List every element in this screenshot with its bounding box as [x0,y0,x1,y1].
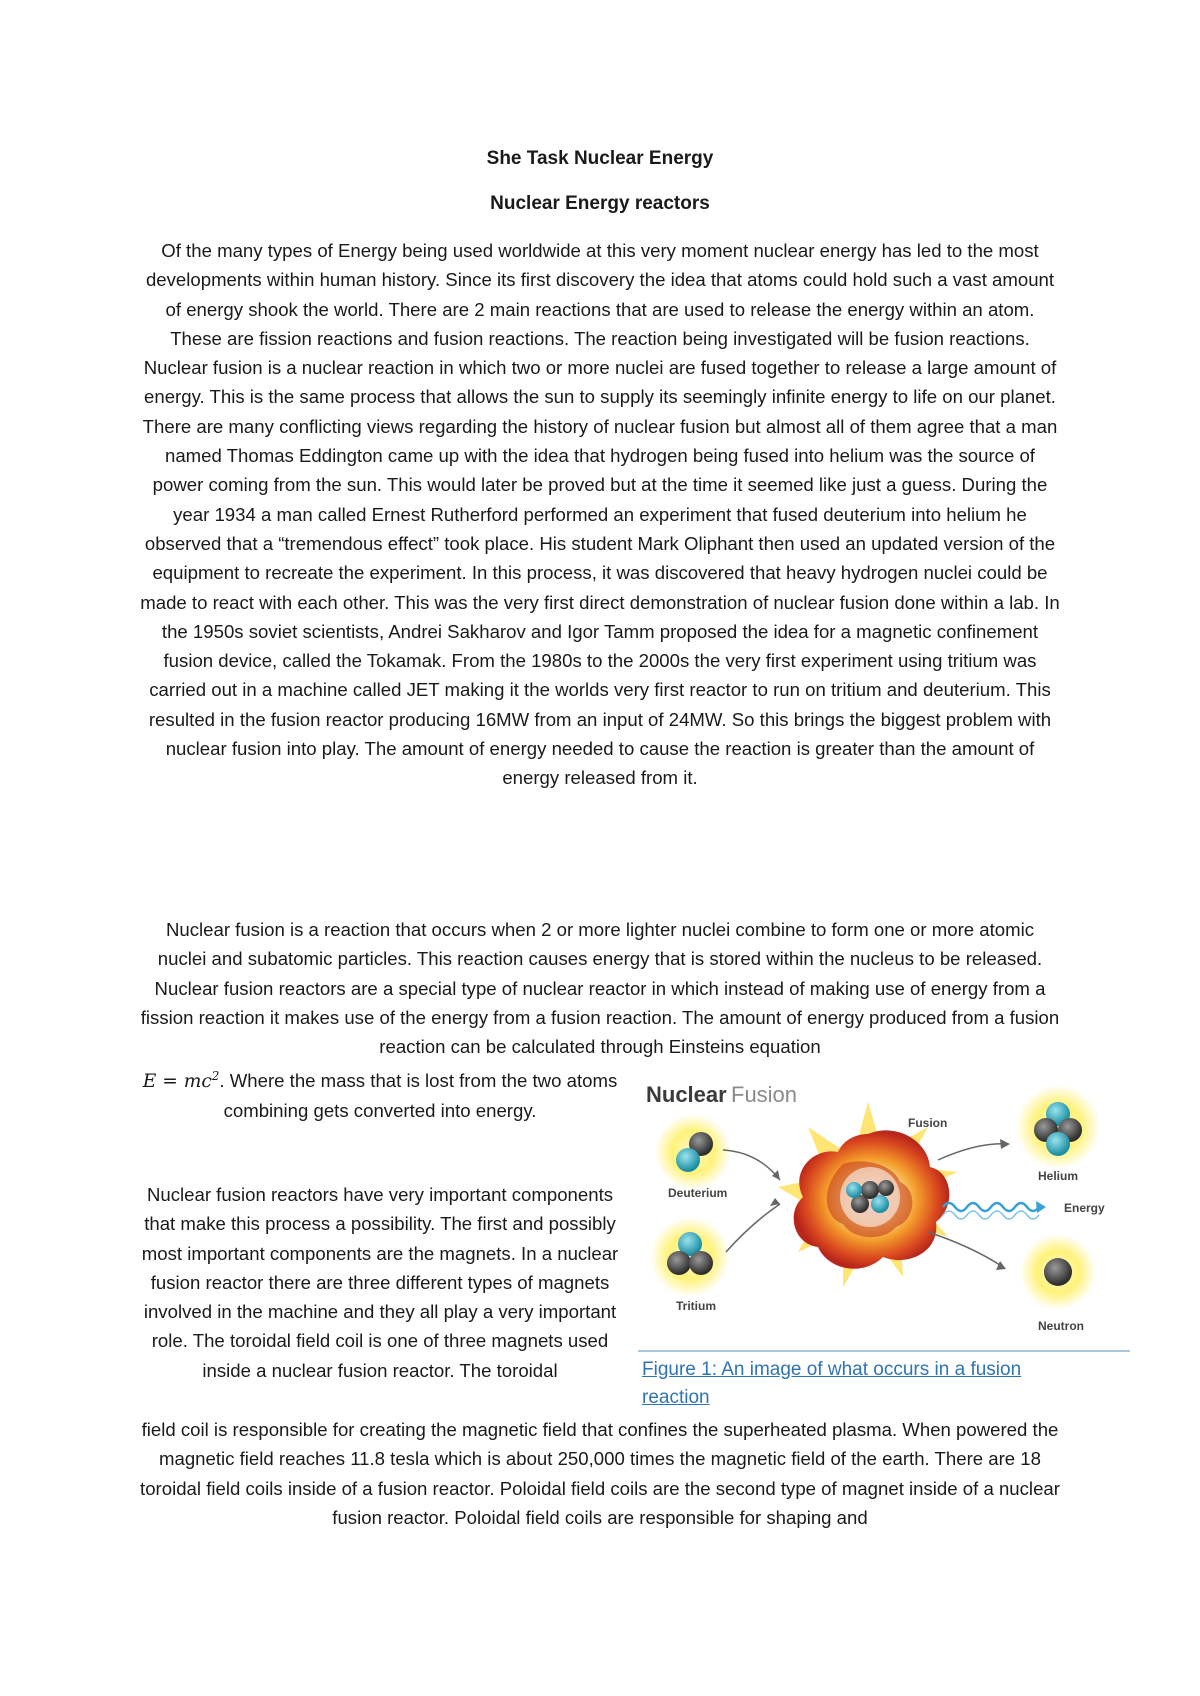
helium-atom [1016,1085,1100,1169]
deuterium-atom [655,1114,731,1190]
figure-caption: Figure 1: An image of what occurs in a fusion reaction [642,1359,1022,1408]
arrow-out-neutron [928,1232,1003,1267]
helium-label: Helium [1038,1169,1079,1183]
energy-label: Energy [1064,1201,1105,1215]
arrow-out-helium [938,1144,1008,1160]
arrow-in-deuterium [723,1150,780,1180]
neutron-label: Neutron [1038,1319,1084,1333]
fusion-definition-paragraph: Nuclear fusion is a reaction that occurs when 2 or more lighter nuclei combine to form one or more atomic nuclei and subatomic particles. This reaction causes energy that is stored within the nucleus to be released. Nuclear fusion reactors are a special type of nuclear reactor in which instead of making use of energy from a fission reaction it makes use of the energy from a fusion reaction. The amount of energy produced from a fusion reaction can be calculated through Einsteins equation [140,919,1060,1058]
figure-divider [638,1350,1130,1352]
figure-title-bold: Nuclear [646,1082,727,1107]
nuclear-fusion-figure [638,1072,1130,1352]
intro-paragraph: Of the many types of Energy being used worldwide at this very moment nuclear energy has led to the most developments within human history. Since its first discovery the idea that atoms could hold such a vast amount of energy shook the world. There are 2 main reactions that are used to release the energy within an atom. These are fission reactions and fusion reactions. The reaction being investigated will be fusion reactions. Nuclear fusion is a nuclear reaction in which two or more nuclei are fused together to release a large amount of energy. This is the same process that allows the sun to supply its seemingly infinite energy to life on our planet. There are many conflicting views regarding the history of nuclear fusion but almost all of them agree that a man named Thomas Eddington came up with the idea that hydrogen being fused into helium was the source of power coming from the sun. This would later be proved but at the time it seemed like just a guess. During the year 1934 a man called Ernest Rutherford performed an experiment that fused deuterium into helium he observed that a “tremendous effect” took place. His student Mark Oliphant then used an updated version of the equipment to recreate the experiment. In this process, it was discovered that heavy hydrogen nuclei could be made to react with each other. This was the very first direct demonstration of nuclear fusion done within a lab. In the 1950s soviet scientists, Andrei Sakharov and Igor Tamm proposed the idea for a magnetic confinement fusion device, called the Tokamak. From the 1980s to the 2000s the very first experiment using tritium was carried out in a machine called JET making it the worlds very first reactor to run on tritium and deuterium. This resulted in the fusion reactor producing 16MW from an input of 24MW. So this brings the biggest problem with nuclear fusion into play. The amount of energy needed to cause the reaction is greater than the amount of energy released from it. [140,240,1060,789]
fusion-label: Fusion [908,1116,948,1130]
document-title: She Task Nuclear Energy [486,148,714,169]
einstein-equation: $E = mc^2$ [142,1069,220,1093]
deuterium-label: Deuterium [668,1186,728,1200]
tritium-label: Tritium [676,1299,717,1313]
figure-title-light: Fusion [731,1082,798,1107]
arrow-in-tritium [726,1204,780,1252]
components-paragraph: Nuclear fusion reactors have very important components that make this process a possibility. The first and possibly most important components are the magnets. In a nuclear fusion reactor there are three different types of magnets involved in the machine and they all play a very important role. The toroidal field coil is one of three magnets used inside a nuclear fusion reactor. The toroidal [141,1184,619,1381]
document-subtitle: Nuclear Energy reactors [490,193,710,214]
neutron-particle [1020,1234,1096,1310]
equation-paragraph: $E = mc^2$. Where the mass that is lost from the two atoms combining gets converted into energy. [142,1069,618,1122]
components-paragraph-continued: field coil is responsible for creating the magnetic field that confines the superheated plasma. When powered the magnetic field reaches 11.8 tesla which is about 250,000 times the magnetic field of the earth. There are 18 toroidal field coils inside of a fusion reactor. Poloidal field coils are the second type of magnet inside of a nuclear fusion reactor. Poloidal field coils are responsible for shaping and [140,1419,1060,1528]
energy-wave [943,1203,1039,1211]
tritium-atom [650,1217,730,1297]
fusion-diagram [638,1072,1130,1352]
